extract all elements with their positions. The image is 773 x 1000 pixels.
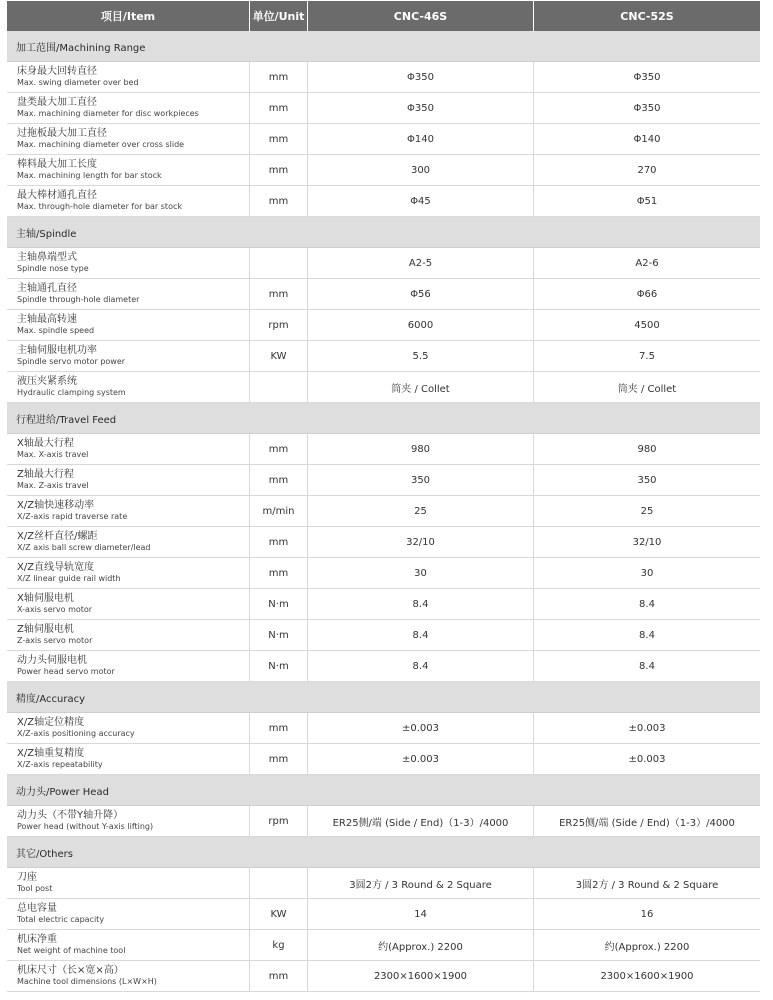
item-name-en: Max. Z-axis travel	[17, 481, 89, 490]
item-name-en: Power head (without Y-axis lifting)	[17, 822, 154, 831]
item-name-en: X/Z-axis rapid traverse rate	[17, 512, 128, 521]
unit-cell	[250, 248, 308, 278]
table-row	[7, 310, 760, 341]
item-name-en: Spindle servo motor power	[17, 357, 126, 366]
model-2-value: Φ140	[633, 133, 661, 145]
item-cell	[7, 620, 250, 650]
model-1-value: 8.4	[308, 620, 534, 650]
table-row	[7, 651, 760, 682]
item-name-en: X/Z linear guide rail width	[17, 574, 121, 583]
section-title: 行程进给/Travel Feed	[16, 414, 117, 426]
item-cell	[7, 465, 250, 495]
header-unit: 单位/Unit	[250, 1, 308, 31]
item-name-en: Net weight of machine tool	[17, 946, 126, 955]
item-name-zh: 总电容量	[17, 903, 57, 914]
item-name-en: Max. X-axis travel	[17, 450, 89, 459]
table-row	[7, 527, 760, 558]
item-name-en: Max. machining diameter over cross slide	[17, 140, 185, 149]
header-item: 项目/Item	[7, 1, 250, 31]
model-1-value: 25	[308, 496, 534, 526]
model-1-value: 5.5	[308, 341, 534, 371]
model-1-value: ±0.003	[308, 744, 534, 774]
model-2-value: 30	[640, 567, 654, 579]
item-cell	[7, 279, 250, 309]
item-name-en: Tool post	[17, 884, 53, 893]
item-cell	[7, 651, 250, 681]
item-name-zh: 机床净重	[17, 934, 57, 945]
item-name-en: X/Z-axis positioning accuracy	[17, 729, 135, 738]
table-row	[7, 124, 760, 155]
model-2-value: 980	[637, 443, 657, 455]
model-2-value: 350	[637, 474, 657, 486]
section-header	[7, 837, 760, 868]
section-header	[7, 217, 760, 248]
item-cell	[7, 434, 250, 464]
model-1-value: Φ56	[308, 279, 534, 309]
model-1-value: 8.4	[308, 651, 534, 681]
item-cell	[7, 558, 250, 588]
header-model-1: CNC-46S	[308, 1, 534, 31]
model-2-value: A2-6	[635, 257, 659, 269]
item-name-en: Power head servo motor	[17, 667, 115, 676]
model-2-value: 2300×1600×1900	[600, 970, 694, 982]
unit-cell	[250, 868, 308, 898]
item-cell	[7, 744, 250, 774]
model-1-value: A2-5	[308, 248, 534, 278]
item-name-zh: 主轴通孔直径	[17, 283, 77, 294]
model-2-value: Φ51	[636, 195, 658, 207]
model-2-value: 7.5	[639, 350, 655, 362]
item-name-en: Total electric capacity	[17, 915, 105, 924]
model-2-value: 32/10	[632, 536, 662, 548]
unit-cell: mm	[250, 155, 308, 185]
item-name-zh: 过拖板最大加工直径	[17, 128, 107, 139]
table-row	[7, 868, 760, 899]
item-cell	[7, 961, 250, 991]
model-2-value: 16	[640, 908, 654, 920]
item-name-zh: 动力头伺服电机	[17, 655, 87, 666]
item-cell	[7, 589, 250, 619]
section-header	[7, 403, 760, 434]
model-2-value: 270	[637, 164, 657, 176]
table-row	[7, 496, 760, 527]
item-name-en: Max. machining length for bar stock	[17, 171, 162, 180]
item-name-zh: X轴伺服电机	[17, 593, 74, 604]
model-1-value: Φ140	[308, 124, 534, 154]
model-1-value: 980	[308, 434, 534, 464]
unit-cell: kg	[250, 930, 308, 960]
unit-cell	[250, 372, 308, 402]
unit-cell: rpm	[250, 806, 308, 836]
table-row	[7, 465, 760, 496]
model-2-value: 约(Approx.) 2200	[604, 941, 690, 953]
section-title: 精度/Accuracy	[16, 693, 86, 705]
table-row	[7, 744, 760, 775]
unit-cell: mm	[250, 434, 308, 464]
model-1-value: 300	[308, 155, 534, 185]
unit-cell: mm	[250, 279, 308, 309]
item-name-zh: X/Z轴快速移动率	[17, 500, 95, 511]
section-title: 其它/Others	[16, 848, 73, 860]
section-header	[7, 775, 760, 806]
item-cell	[7, 124, 250, 154]
section-header	[7, 31, 760, 62]
model-1-value: 8.4	[308, 589, 534, 619]
model-1-value: ±0.003	[308, 713, 534, 743]
table-row	[7, 434, 760, 465]
model-2-value: Φ350	[633, 71, 661, 83]
item-cell	[7, 527, 250, 557]
item-cell	[7, 372, 250, 402]
item-name-zh: X/Z直线导轨宽度	[17, 562, 95, 573]
table-row	[7, 93, 760, 124]
section-header	[7, 682, 760, 713]
model-2-value: Φ66	[636, 288, 658, 300]
table-row	[7, 186, 760, 217]
model-2-value: ER25侧/端 (Side / End)（1-3）/4000	[559, 817, 735, 829]
item-cell	[7, 899, 250, 929]
table-row	[7, 558, 760, 589]
unit-cell: mm	[250, 62, 308, 92]
item-name-en: X/Z axis ball screw diameter/lead	[17, 543, 151, 552]
item-name-en: Spindle nose type	[17, 264, 89, 273]
table-row	[7, 279, 760, 310]
item-name-zh: 主轴鼻端型式	[17, 252, 77, 263]
model-1-value: 14	[308, 899, 534, 929]
model-1-value: 30	[308, 558, 534, 588]
item-name-zh: 液压夹紧系统	[17, 376, 77, 387]
item-name-zh: Z轴最大行程	[17, 469, 74, 480]
model-1-value: 2300×1600×1900	[308, 961, 534, 991]
unit-cell: mm	[250, 961, 308, 991]
item-cell	[7, 248, 250, 278]
unit-cell: mm	[250, 124, 308, 154]
model-2-value: 8.4	[639, 598, 655, 610]
item-cell	[7, 496, 250, 526]
header-model-2: CNC-52S	[620, 9, 674, 23]
item-name-zh: 棒料最大加工长度	[17, 159, 97, 170]
item-name-en: Z-axis servo motor	[17, 636, 93, 645]
unit-cell: mm	[250, 527, 308, 557]
model-1-value: Φ350	[308, 62, 534, 92]
unit-cell: KW	[250, 899, 308, 929]
table-row	[7, 341, 760, 372]
unit-cell: mm	[250, 186, 308, 216]
item-cell	[7, 186, 250, 216]
item-name-zh: Z轴伺服电机	[17, 624, 74, 635]
unit-cell: N·m	[250, 589, 308, 619]
table-row	[7, 899, 760, 930]
model-2-value: 筒夹 / Collet	[617, 383, 677, 395]
item-name-en: Max. through-hole diameter for bar stock	[17, 202, 182, 211]
model-2-value: 3圆2方 / 3 Round & 2 Square	[575, 879, 719, 891]
item-name-en: Max. machining diameter for disc workpieces	[17, 109, 199, 118]
model-2-value: Φ350	[633, 102, 661, 114]
unit-cell: mm	[250, 93, 308, 123]
section-title: 主轴/Spindle	[16, 228, 77, 240]
table-row	[7, 248, 760, 279]
unit-cell: N·m	[250, 620, 308, 650]
item-cell	[7, 341, 250, 371]
unit-cell: N·m	[250, 651, 308, 681]
item-name-zh: 最大棒材通孔直径	[17, 190, 97, 201]
item-cell	[7, 93, 250, 123]
item-name-en: Max. swing diameter over bed	[17, 78, 139, 87]
model-1-value: ER25侧/端 (Side / End)（1-3）/4000	[308, 806, 534, 836]
table-row	[7, 713, 760, 744]
item-name-en: Hydraulic clamping system	[17, 388, 126, 397]
item-name-zh: 动力头（不带Y轴升降）	[17, 810, 124, 821]
model-1-value: 32/10	[308, 527, 534, 557]
item-name-zh: 刀座	[17, 872, 37, 883]
item-name-en: Spindle through-hole diameter	[17, 295, 140, 304]
table-row	[7, 930, 760, 961]
item-cell	[7, 62, 250, 92]
model-2-value: 8.4	[639, 629, 655, 641]
item-cell	[7, 155, 250, 185]
unit-cell: mm	[250, 558, 308, 588]
item-cell	[7, 930, 250, 960]
model-2-value: ±0.003	[628, 753, 666, 765]
model-1-value: 3圆2方 / 3 Round & 2 Square	[308, 868, 534, 898]
model-1-value: Φ350	[308, 93, 534, 123]
item-name-zh: 机床尺寸（长×宽×高）	[17, 965, 124, 976]
table-row	[7, 589, 760, 620]
unit-cell: mm	[250, 744, 308, 774]
model-2-value: 4500	[634, 319, 660, 331]
item-name-zh: X/Z轴定位精度	[17, 717, 85, 728]
model-1-value: 约(Approx.) 2200	[308, 930, 534, 960]
item-cell	[7, 868, 250, 898]
model-1-value: Φ45	[308, 186, 534, 216]
model-1-value: 350	[308, 465, 534, 495]
table-row	[7, 372, 760, 403]
item-name-en: Max. spindle speed	[17, 326, 95, 335]
item-name-zh: 主轴最高转速	[17, 314, 77, 325]
model-2-value: 25	[640, 505, 654, 517]
item-name-en: X-axis servo motor	[17, 605, 93, 614]
item-name-zh: X/Z轴重复精度	[17, 748, 85, 759]
section-title: 动力头/Power Head	[16, 786, 109, 798]
item-name-en: Machine tool dimensions (L×W×H)	[17, 977, 157, 986]
model-2-value: ±0.003	[628, 722, 666, 734]
item-cell	[7, 806, 250, 836]
table-row	[7, 620, 760, 651]
unit-cell: mm	[250, 465, 308, 495]
model-1-value: 筒夹 / Collet	[308, 372, 534, 402]
table-row	[7, 806, 760, 837]
model-1-value: 6000	[308, 310, 534, 340]
item-name-zh: 床身最大回转直径	[17, 66, 97, 77]
item-name-zh: X轴最大行程	[17, 438, 74, 449]
item-name-zh: 盘类最大加工直径	[17, 97, 97, 108]
table-row	[7, 961, 760, 992]
unit-cell: KW	[250, 341, 308, 371]
unit-cell: rpm	[250, 310, 308, 340]
item-cell	[7, 713, 250, 743]
table-header	[7, 1, 760, 31]
item-name-zh: X/Z丝杆直径/螺距	[17, 531, 98, 542]
unit-cell: m/min	[250, 496, 308, 526]
item-name-en: X/Z-axis repeatability	[17, 760, 103, 769]
table-row	[7, 62, 760, 93]
table-row	[7, 155, 760, 186]
unit-cell: mm	[250, 713, 308, 743]
item-cell	[7, 310, 250, 340]
model-2-value: 8.4	[639, 660, 655, 672]
section-title: 加工范围/Machining Range	[16, 42, 146, 54]
item-name-zh: 主轴伺服电机功率	[17, 345, 97, 356]
